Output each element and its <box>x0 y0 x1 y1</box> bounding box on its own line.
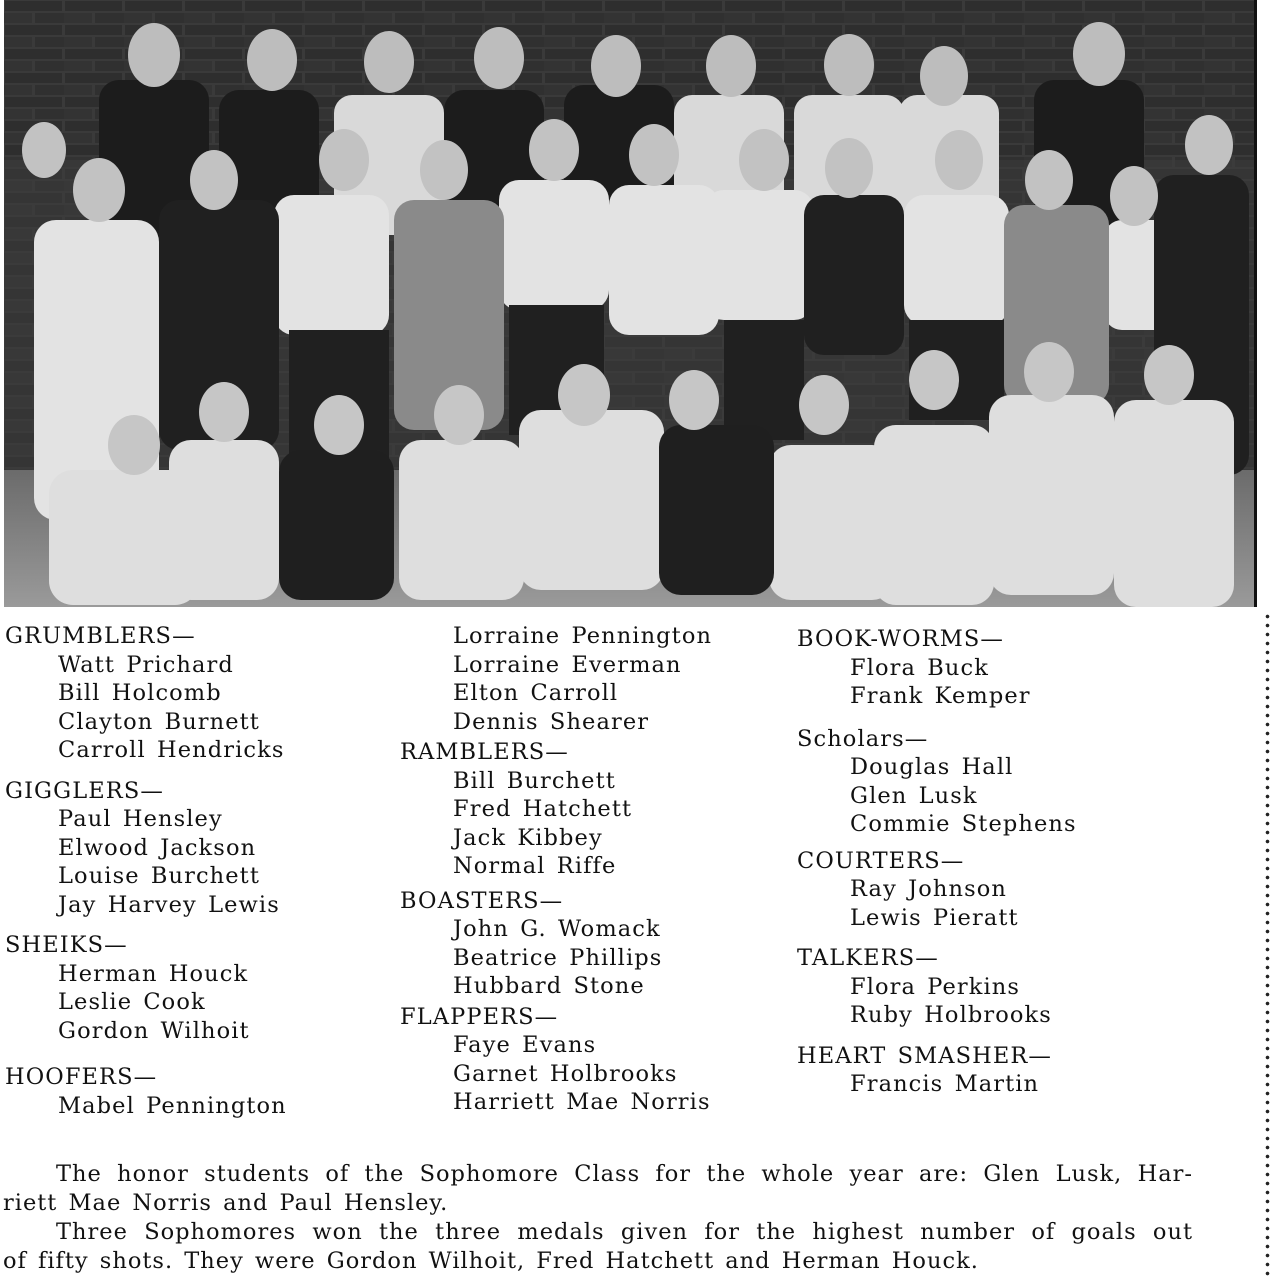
member-name: Douglas Hall <box>850 754 1014 780</box>
group-heading: HOOFERS— <box>5 1064 158 1090</box>
member-name: Elton Carroll <box>453 680 619 706</box>
group-hoofers <box>5 1063 287 1120</box>
member-name: Faye Evans <box>453 1032 597 1058</box>
member-name: Beatrice Phillips <box>453 944 663 971</box>
group-gigglers <box>5 777 287 920</box>
member-name: Commie Stephens <box>850 811 1077 837</box>
member-name: Jack Kibbey <box>453 824 603 851</box>
group-heading: Scholars— <box>797 725 929 752</box>
medals-paragraph <box>3 1218 1193 1276</box>
group-book-worms <box>797 625 1077 711</box>
member-name: Ray Johnson <box>850 876 1007 902</box>
member-name: Hubbard Stone <box>453 973 645 999</box>
member-name: Lorraine Everman <box>453 651 682 678</box>
group-ramblers <box>400 738 712 881</box>
group-heading: FLAPPERS— <box>400 1003 559 1030</box>
group-courters <box>797 847 1077 933</box>
member-name: Leslie Cook <box>58 989 206 1015</box>
group-sheiks <box>5 931 287 1045</box>
member-name: Bill Burchett <box>453 767 616 794</box>
group-heading: HEART SMASHER— <box>797 1042 1053 1069</box>
member-name: Clayton Burnett <box>58 708 260 735</box>
member-name: Fred Hatchett <box>453 796 633 822</box>
group-grumblers <box>5 622 287 765</box>
group-talkers <box>797 944 1077 1030</box>
member-name: Jay Harvey Lewis <box>58 891 280 918</box>
group-boasters <box>400 887 712 1001</box>
paragraph-line: of fifty shots. They were Gordon Wilhoit, Fred Hatchett and Herman Houck. <box>3 1248 979 1274</box>
member-name: Louise Burchett <box>58 863 260 889</box>
group-hoofers-continued <box>400 622 712 736</box>
member-name: Dennis Shearer <box>453 708 650 735</box>
member-name: Elwood Jackson <box>58 834 257 861</box>
member-name: Flora Perkins <box>850 973 1021 1000</box>
member-name: Frank Kemper <box>850 683 1031 709</box>
member-name: Mabel Pennington <box>58 1092 287 1119</box>
member-name: Francis Martin <box>850 1071 1040 1097</box>
group-heading: GRUMBLERS— <box>5 623 196 649</box>
member-name: Carroll Hendricks <box>58 737 285 763</box>
group-heading: BOOK-WORMS— <box>797 626 1004 652</box>
member-name: Gordon Wilhoit <box>58 1017 250 1044</box>
member-name: Paul Hensley <box>58 806 223 832</box>
group-heading: RAMBLERS— <box>400 739 569 765</box>
roster-column-1 <box>5 622 287 1130</box>
dotted-edge <box>1264 612 1271 1280</box>
group-heading: BOASTERS— <box>400 887 564 914</box>
group-heading: TALKERS— <box>797 945 939 971</box>
paragraph-line: riett Mae Norris and Paul Hensley. <box>3 1190 449 1216</box>
roster-column-2 <box>400 622 712 1127</box>
member-name: Normal Riffe <box>453 853 617 879</box>
member-name: Flora Buck <box>850 654 989 681</box>
group-heading: SHEIKS— <box>5 932 128 958</box>
member-name: Watt Prichard <box>58 651 234 678</box>
paragraph-line: Three Sophomores won the three medals given for the highest number of goals out <box>56 1219 1193 1245</box>
member-name: Ruby Holbrooks <box>850 1002 1052 1028</box>
class-photograph <box>4 0 1257 607</box>
roster-column-3 <box>797 625 1077 1109</box>
honor-students-paragraph <box>3 1160 1193 1218</box>
class-photograph-image <box>4 0 1254 607</box>
group-heading: COURTERS— <box>797 847 965 874</box>
member-name: Bill Holcomb <box>58 680 222 706</box>
member-name: Lorraine Pennington <box>453 623 713 649</box>
member-name: John G. Womack <box>453 916 661 942</box>
group-heading: GIGGLERS— <box>5 777 164 804</box>
group-scholars <box>797 725 1077 839</box>
member-name: Harriett Mae Norris <box>453 1089 711 1115</box>
member-name: Glen Lusk <box>850 782 978 809</box>
member-name: Garnet Holbrooks <box>453 1060 678 1087</box>
member-name: Herman Houck <box>58 960 249 987</box>
group-heart-smasher <box>797 1042 1077 1099</box>
paragraph-line: The honor students of the Sophomore Class for the whole year are: Glen Lusk, Har- <box>56 1161 1193 1187</box>
group-flappers <box>400 1003 712 1117</box>
member-name: Lewis Pieratt <box>850 904 1019 931</box>
